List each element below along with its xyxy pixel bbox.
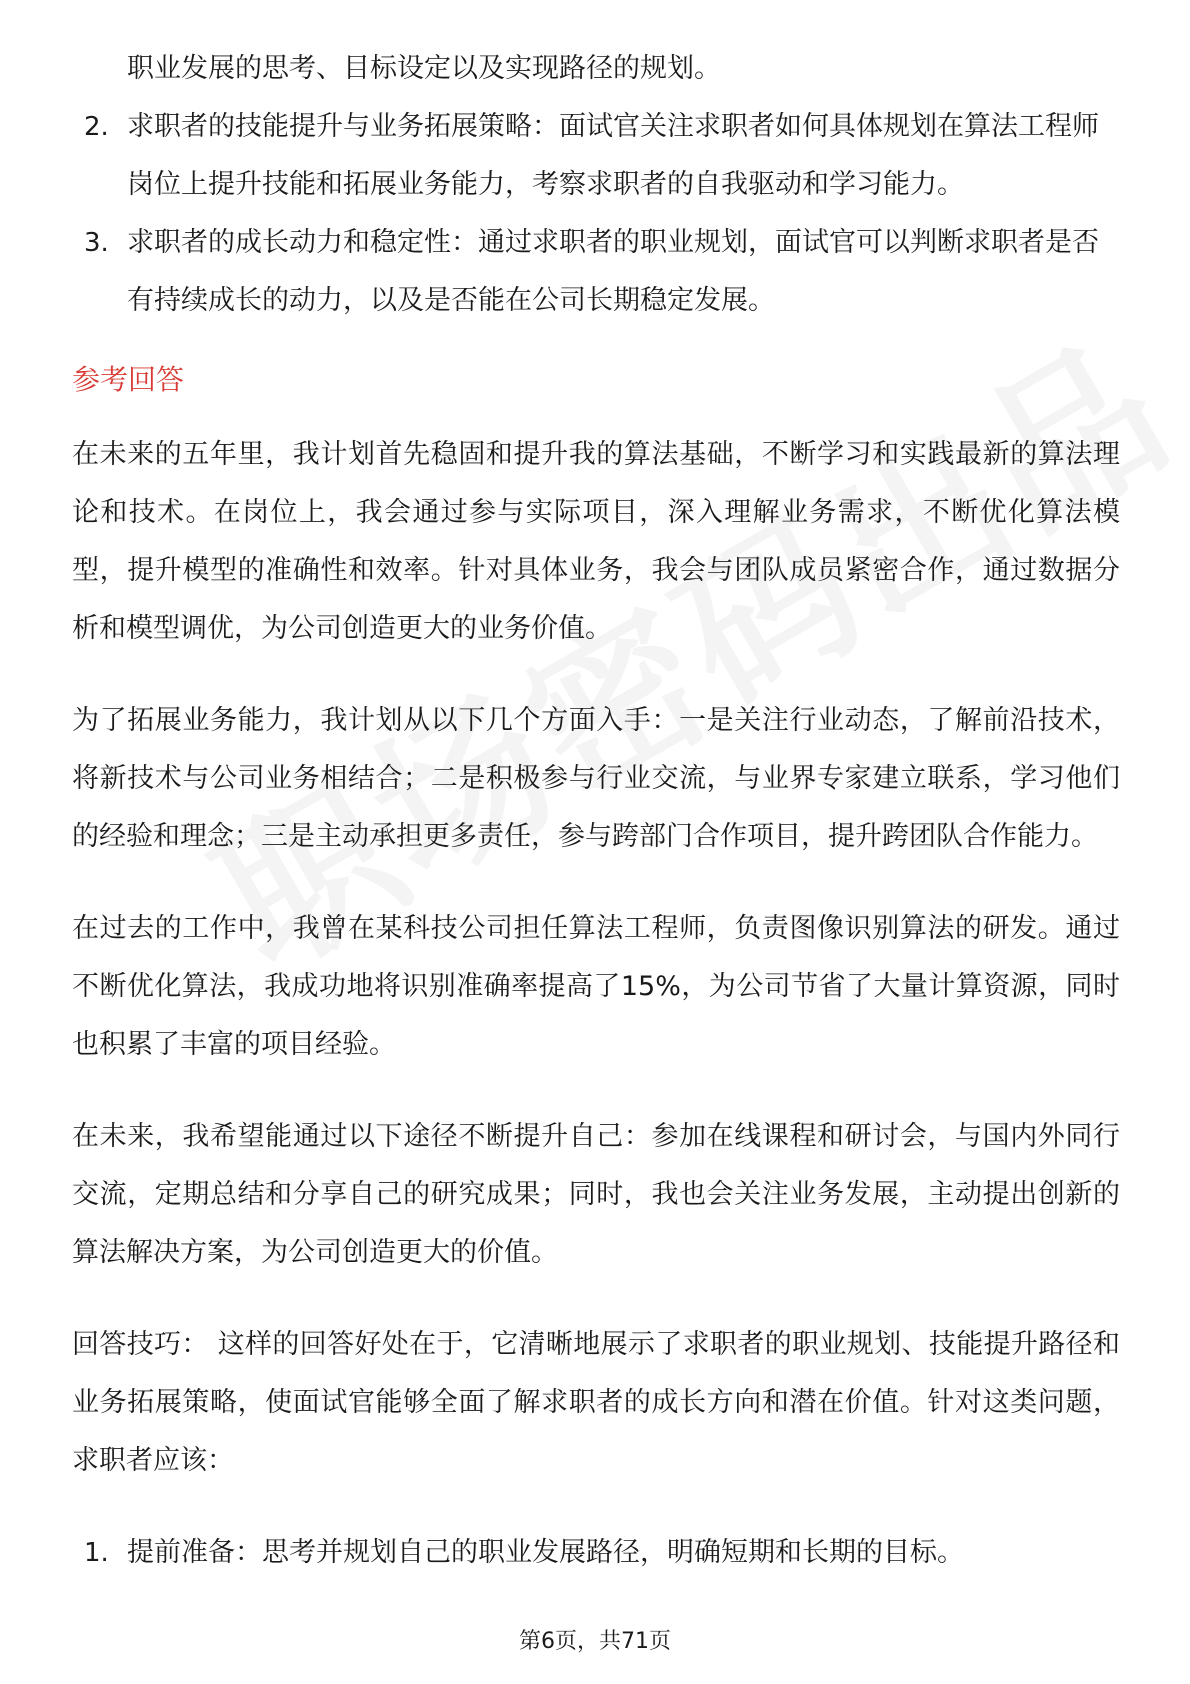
list-item: [72, 214, 1120, 330]
list-number: 3.: [84, 228, 109, 258]
list-number: 2.: [84, 112, 109, 142]
answer-paragraph: 在过去的工作中，我曾在某科技公司担任算法工程师，负责图像识别算法的研发。通过不断优化算法，我成功地将识别准确率提高了15%，为公司节省了大量计算资源，同时也积累了丰富的项目经验。: [72, 913, 1120, 1060]
page-content: [72, 40, 1120, 1582]
list-item-text: 提前准备：思考并规划自己的职业发展路径，明确短期和长期的目标。: [127, 1537, 964, 1568]
list-item: [72, 98, 1120, 214]
list-item-text: 求职者的技能提升与业务拓展策略：面试官关注求职者如何具体规划在算法工程师岗位上提升技能和拓展业务能力，考察求职者的自我驱动和学习能力。: [127, 111, 1099, 200]
answer-tips-paragraph: 回答技巧： 这样的回答好处在于，它清晰地展示了求职者的职业规划、技能提升路径和业务拓展策略，使面试官能够全面了解求职者的成长方向和潜在价值。针对这类问题，求职者应该：: [72, 1329, 1120, 1476]
answer-paragraph: 在未来的五年里，我计划首先稳固和提升我的算法基础，不断学习和实践最新的算法理论和技术。在岗位上，我会通过参与实际项目，深入理解业务需求，不断优化算法模型，提升模型的准确性和效率。针对具体业务，我会与团队成员紧密合作，通过数据分析和模型调优，为公司创造更大的业务价值。: [72, 439, 1120, 644]
list-item-continuation: 职业发展的思考、目标设定以及实现路径的规划。: [127, 53, 721, 84]
tips-list: [72, 1524, 1120, 1582]
evaluation-points-list: [72, 98, 1120, 330]
list-number: 1.: [84, 1538, 109, 1568]
list-item: [72, 1524, 1120, 1582]
section-title: 参考回答: [72, 363, 185, 396]
page-number-footer: 第6页，共71页: [519, 1629, 671, 1654]
answer-paragraph: 在未来，我希望能通过以下途径不断提升自己：参加在线课程和研讨会，与国内外同行交流，定期总结和分享自己的研究成果；同时，我也会关注业务发展，主动提出创新的算法解决方案，为公司创造更大的价值。: [72, 1121, 1120, 1268]
list-item-text: 求职者的成长动力和稳定性：通过求职者的职业规划，面试官可以判断求职者是否有持续成长的动力，以及是否能在公司长期稳定发展。: [127, 227, 1099, 316]
answer-paragraph: 为了拓展业务能力，我计划从以下几个方面入手：一是关注行业动态，了解前沿技术，将新技术与公司业务相结合；二是积极参与行业交流，与业界专家建立联系，学习他们的经验和理念；三是主动承担更多责任，参与跨部门合作项目，提升跨团队合作能力。: [72, 705, 1120, 852]
